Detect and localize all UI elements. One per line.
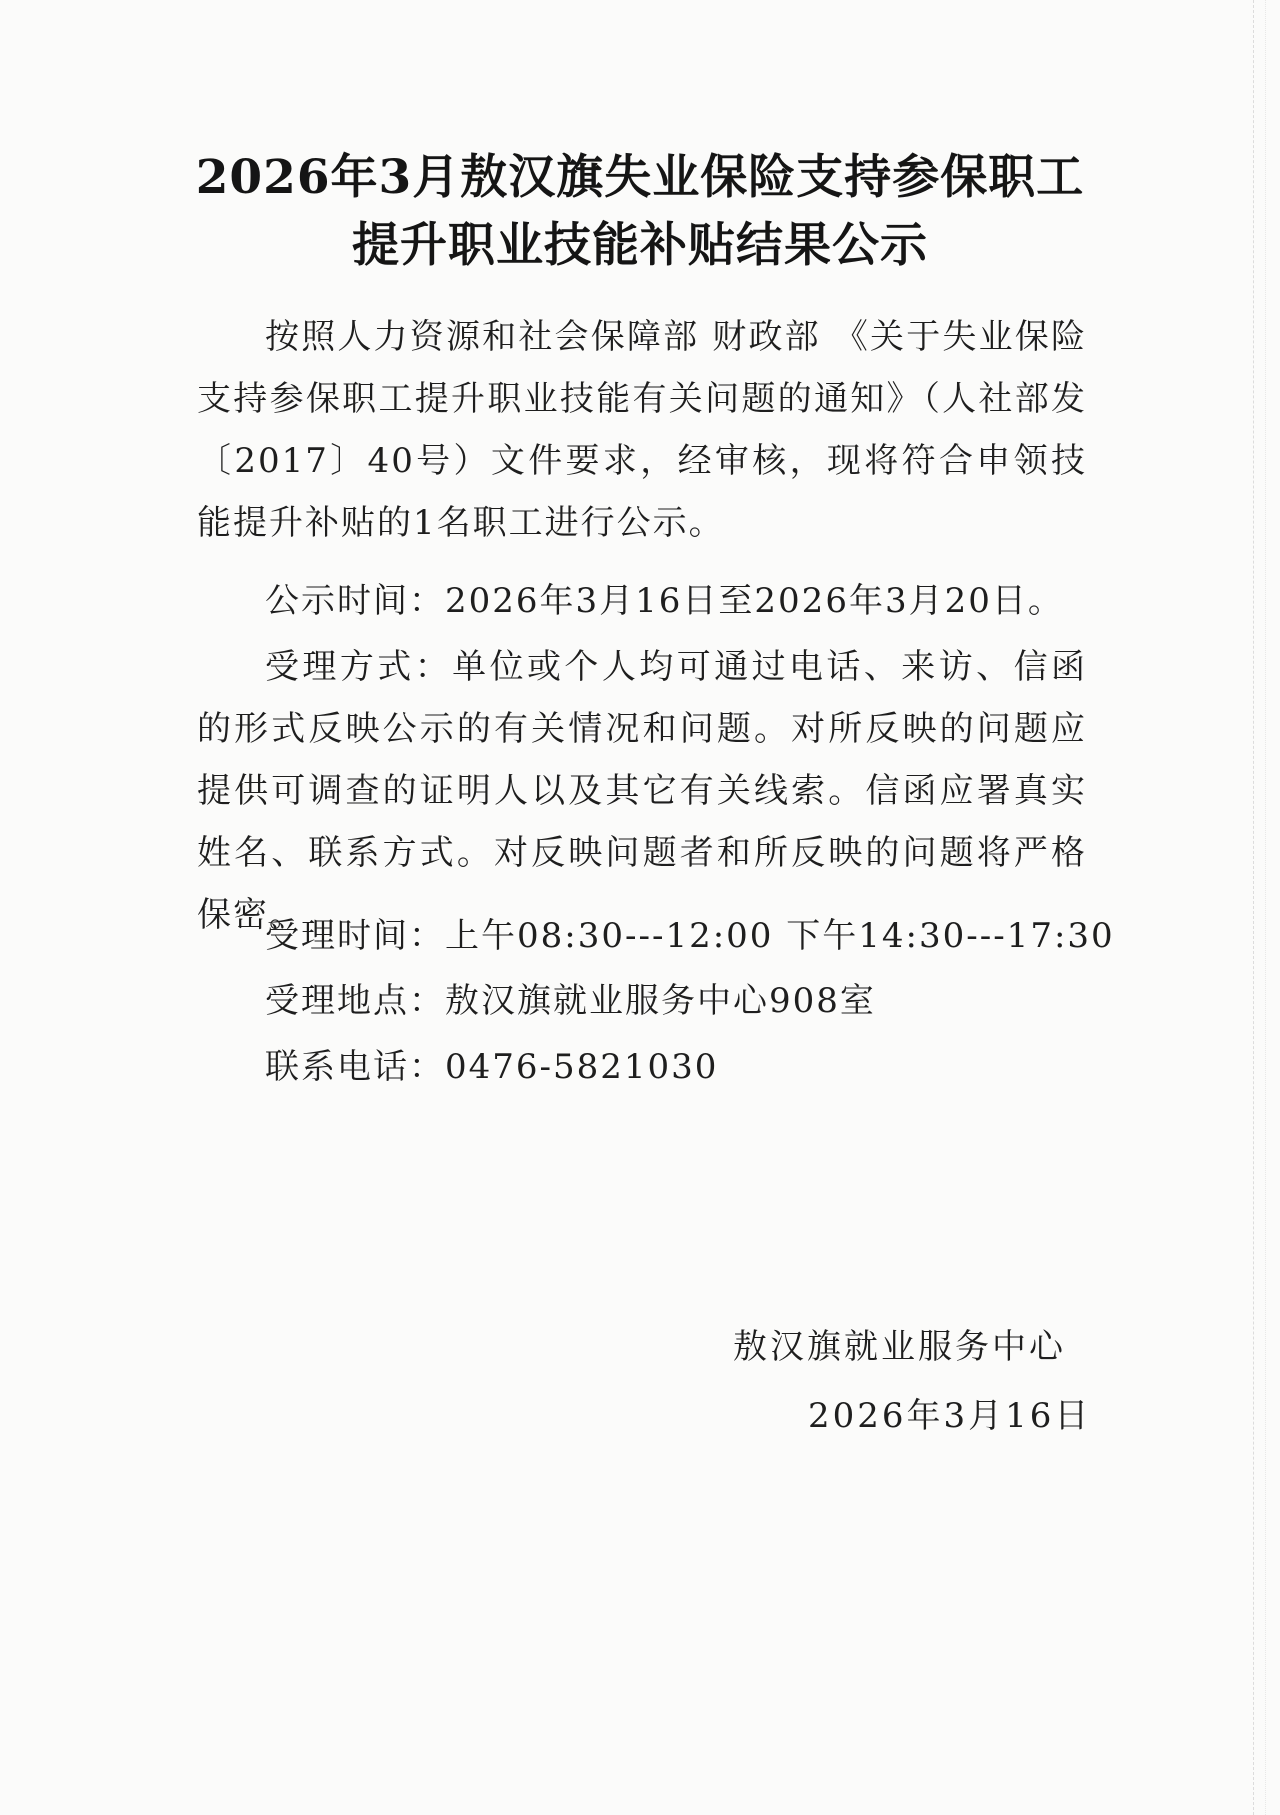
contact-phone: 联系电话：0476-5821030: [265, 1047, 719, 1087]
publicity-period: 公示时间：2026年3月16日至2026年3月20日。: [265, 581, 1064, 621]
document-title-line-1: 2026年3月敖汉旗失业保险支持参保职工: [195, 150, 1085, 205]
acceptance-method-paragraph: 受理方式：单位或个人均可通过电话、来访、信函的形式反映公示的有关情况和问题。对所反映的问题应提供可调查的证明人以及其它有关线索。信函应署真实姓名、联系方式。对反映问题者和所反映的问题将严格保密。: [197, 647, 1087, 935]
signature-organization: 敖汉旗就业服务中心: [733, 1327, 1066, 1367]
acceptance-time: 受理时间：上午08:30---12:00 下午14:30---17:30: [265, 916, 1115, 956]
acceptance-place: 受理地点：敖汉旗就业服务中心908室: [265, 981, 876, 1021]
intro-paragraph: 按照人力资源和社会保障部 财政部 《关于失业保险支持参保职工提升职业技能有关问题的通知》（人社部发〔2017〕40号）文件要求，经审核，现将符合申领技能提升补贴的1名职工进行公示。: [197, 317, 1087, 543]
document-title-line-2: 提升职业技能补贴结果公示: [352, 218, 928, 273]
signature-date: 2026年3月16日: [808, 1396, 1092, 1436]
